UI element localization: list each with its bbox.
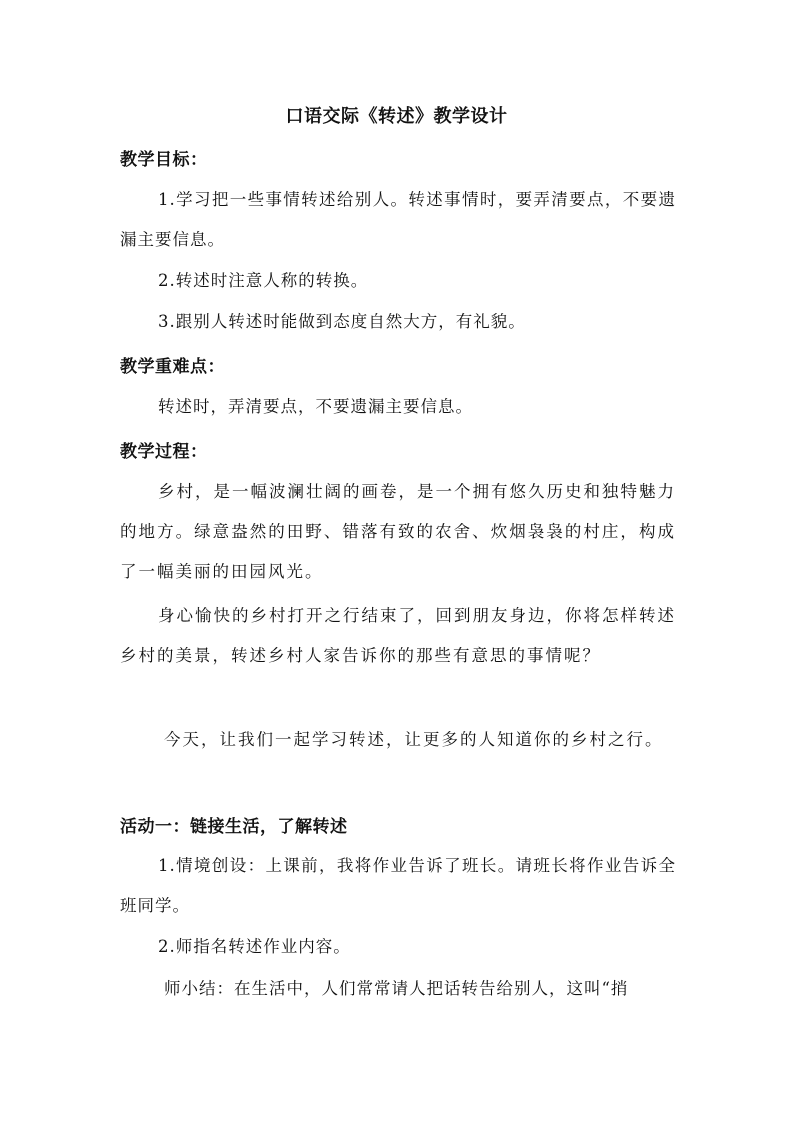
goal-item-1: 1.学习把一些事情转述给别人。转述事情时，要弄清要点，不要遗漏主要信息。 bbox=[120, 190, 676, 249]
key-points-text: 转述时，弄清要点，不要遗漏主要信息。 bbox=[158, 397, 473, 416]
process-paragraph-3: 今天，让我们一起学习转述，让更多的人知道你的乡村之行。 bbox=[164, 730, 664, 749]
activity1-heading: 活动一：链接生活，了解转述 bbox=[120, 817, 348, 837]
document-title: 口语交际《转述》教学设计 bbox=[285, 106, 508, 127]
process-heading: 教学过程： bbox=[120, 442, 208, 462]
activity1-summary: 师小结：在生活中，人们常常请人把话转告给别人，这叫“捎 bbox=[164, 979, 629, 998]
goal-item-3: 3.跟别人转述时能做到态度自然大方，有礼貌。 bbox=[158, 312, 526, 331]
goals-heading: 教学目标： bbox=[120, 150, 208, 170]
goal-item-2: 2.转述时注意人称的转换。 bbox=[158, 271, 369, 290]
process-paragraph-1: 乡村，是一幅波澜壮阔的画卷，是一个拥有悠久历史和独特魅力的地方。绿意盎然的田野、错落有致的农舍、炊烟袅袅的村庄，构成了一幅美丽的田园风光。 bbox=[120, 482, 676, 581]
process-paragraph-2: 身心愉快的乡村打开之行结束了，回到朋友身边，你将怎样转述乡村的美景，转述乡村人家告诉你的那些有意思的事情呢？ bbox=[120, 606, 676, 665]
activity1-item-2: 2.师指名转述作业内容。 bbox=[158, 937, 351, 956]
activity1-item-1: 1.情境创设：上课前，我将作业告诉了班长。请班长将作业告诉全班同学。 bbox=[120, 856, 676, 915]
key-points-heading: 教学重难点： bbox=[120, 357, 225, 377]
